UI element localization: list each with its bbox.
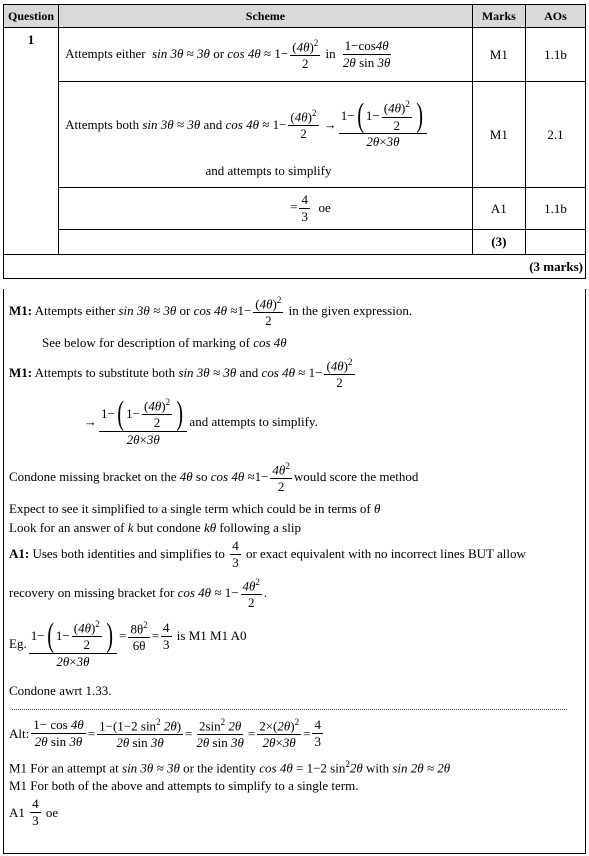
note-text: Look for an answer of bbox=[9, 520, 125, 535]
note-text: or exact equivalent with no incorrect lines BUT allow bbox=[245, 545, 526, 561]
note-text: M1 For an attempt at bbox=[9, 760, 119, 776]
note-alt: Alt: $\frac{1- \cos 4\theta}{\text{2θ sin 3θ}}$ = $\frac{1-(1-2 \sin^2 2\theta)}{\text{2θ sin 3θ}}$ = $\frac{2\sin^2 2\theta}{\text{2θ sin 3θ}}$ = $\frac{2\times(2\theta)^2}{2\theta\times 3\theta}$ = $\frac{4}{3}$ bbox=[9, 717, 321, 751]
total-marks: (3) bbox=[472, 230, 525, 255]
table-row bbox=[4, 188, 586, 230]
total-label: (3 marks) bbox=[4, 255, 586, 279]
header-scheme: Scheme bbox=[59, 5, 473, 28]
note-alt-m1a: M1 For an attempt at sin 3θ ≈ 3θ or the identity cos 4θ = 1−2 $\sin^22\theta$ with sin 2θ ≈ 2θ bbox=[9, 759, 451, 776]
note-example: Eg. 1− ( 1− $\frac{(4\theta)^2}{2}$ ) 2θ×3θ = $\frac{8\theta^2}{6\theta}$ = $\frac{4}{3}$ is M1 M1 A0 bbox=[9, 617, 247, 669]
note-text: See below for description of marking of bbox=[42, 335, 250, 350]
note-awrt: Condone awrt 1.33. bbox=[9, 683, 112, 698]
note-a1: A1: Uses both identities and simplifies to $\frac{4}{3}$ or exact equivalent with no incorrect lines BUT allow bbox=[9, 538, 526, 570]
note-label: Eg. bbox=[9, 635, 27, 651]
table-row bbox=[4, 82, 586, 188]
note-label: M1: bbox=[9, 364, 33, 380]
header-aos: AOs bbox=[525, 5, 585, 28]
note-label: A1 bbox=[9, 804, 25, 820]
note-lookfor: Look for an answer of k but condone kθ following a slip bbox=[9, 520, 301, 535]
ao-code: 1.1b bbox=[525, 188, 585, 230]
guidance-notes bbox=[3, 289, 586, 854]
note-text: and attempts to simplify. bbox=[189, 414, 318, 430]
note-label: Alt: bbox=[9, 725, 30, 741]
note-m1b: M1: Attempts to substitute both sin 3θ ≈ 3θ and cos 4θ ≈ 1− $\frac{(4\theta)^2}{2}$ bbox=[9, 357, 353, 391]
note-text: in the given expression. bbox=[288, 302, 413, 318]
note-text: Uses both identities and simplifies to bbox=[32, 545, 225, 561]
note-alt-m1b: M1 For both of the above and attempts to simplify to a single term. bbox=[9, 778, 359, 793]
scheme-text: oe bbox=[318, 199, 331, 215]
note-text: following a slip bbox=[219, 520, 301, 535]
note-text: Attempts to substitute both bbox=[34, 364, 176, 380]
note-text: Expect to see it simplified to a single term which could be in terms of bbox=[9, 501, 371, 516]
note-text: recovery on missing bracket for bbox=[9, 584, 175, 600]
header-marks: Marks bbox=[472, 5, 525, 28]
note-condone: Condone missing bracket on the 4θ so cos 4θ ≈1− $\frac{4\theta^2}{2}$ would score the method bbox=[9, 461, 419, 495]
ao-code: 1.1b bbox=[525, 28, 585, 82]
note-m1a-sub: See below for description of marking of cos 4θ bbox=[42, 335, 287, 350]
note-text: Condone missing bracket on the bbox=[9, 468, 177, 484]
mark-scheme-table bbox=[3, 4, 586, 279]
scheme-cell: = $\frac{4}{3}$ oe bbox=[59, 188, 473, 230]
scheme-cell: Attempts either sin 3θ ≈ 3θ or cos 4θ ≈ 1− $\frac{(4\theta)^2}{2}$ in $\frac{1-\cos 4\theta}{\text{2θ sin 3θ}}$ bbox=[59, 28, 473, 82]
scheme-extra: and attempts to simplify bbox=[205, 162, 332, 178]
divider bbox=[12, 709, 567, 710]
scheme-cell: Attempts both sin 3θ ≈ 3θ and cos 4θ ≈ 1− $\frac{(4\theta)^2}{2}$ → 1− ( 1− $\frac{(4\theta)^2}{2}$ ) 2θ×3θ and attempts to simplify bbox=[59, 82, 473, 188]
ao-cell bbox=[525, 230, 585, 255]
table-row bbox=[4, 230, 586, 255]
note-text: is M1 M1 A0 bbox=[176, 627, 247, 643]
ao-code: 2.1 bbox=[525, 82, 585, 188]
question-number: 1 bbox=[4, 28, 59, 255]
header-question: Question bbox=[4, 5, 59, 28]
header-row bbox=[4, 5, 586, 28]
note-text: but condone bbox=[136, 520, 201, 535]
scheme-cell bbox=[59, 230, 473, 255]
note-label: M1: bbox=[9, 302, 33, 318]
note-text: or the identity bbox=[183, 760, 257, 776]
note-text: Attempts either bbox=[34, 302, 116, 318]
note-text: would score the method bbox=[293, 468, 419, 484]
table-row bbox=[4, 28, 586, 82]
mark-code: A1 bbox=[472, 188, 525, 230]
mark-code: M1 bbox=[472, 28, 525, 82]
note-m1a: M1: Attempts either sin 3θ ≈ 3θ or cos 4θ ≈1− $\frac{(4\theta)^2}{2}$ in the given expression. bbox=[9, 295, 413, 329]
summary-row bbox=[4, 255, 586, 279]
note-recovery: recovery on missing bracket for cos 4θ ≈ 1− $\frac{4\theta^2}{2}$ . bbox=[9, 577, 268, 611]
note-alt-a1: A1 $\frac{4}{3}$ oe bbox=[9, 796, 59, 828]
scheme-text: Attempts both bbox=[65, 116, 140, 132]
note-text: oe bbox=[45, 804, 59, 820]
mark-code: M1 bbox=[472, 82, 525, 188]
note-expect: Expect to see it simplified to a single term which could be in terms of θ bbox=[9, 501, 381, 516]
scheme-text: Attempts either bbox=[65, 45, 146, 61]
note-text: with bbox=[365, 760, 390, 776]
note-m1b-expr: → 1− ( 1− $\frac{(4\theta)^2}{2}$ ) 2θ×3θ and attempts to simplify. bbox=[84, 395, 318, 447]
note-label: A1: bbox=[9, 545, 30, 561]
